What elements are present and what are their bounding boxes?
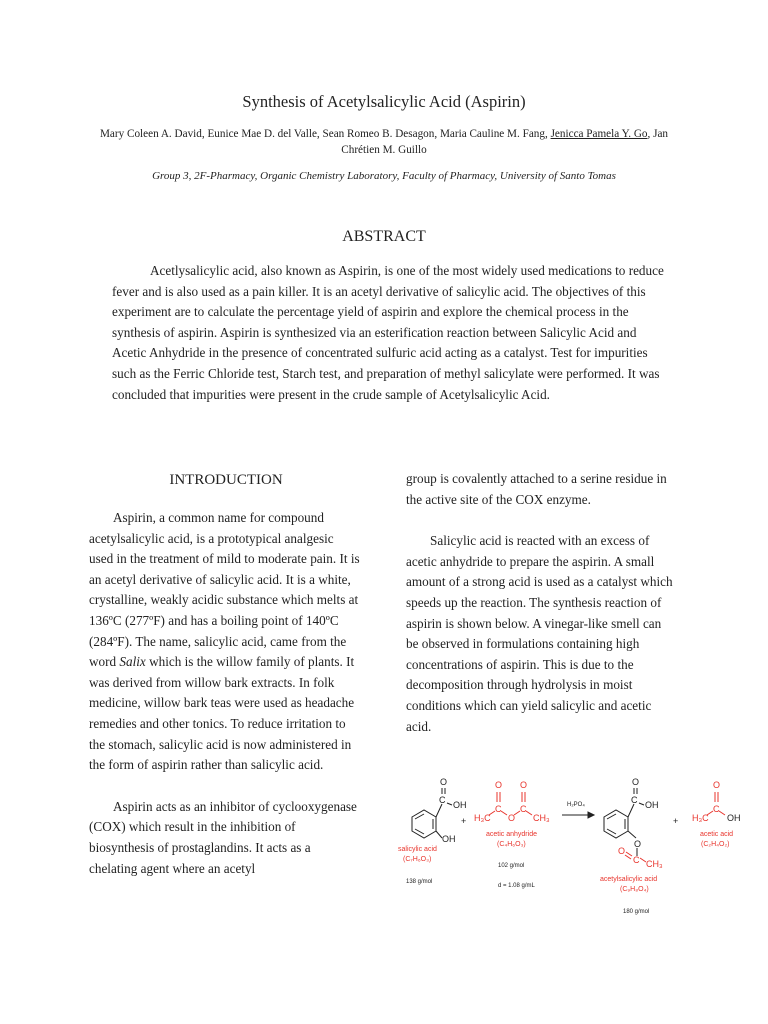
paper-title: Synthesis of Acetylsalicylic Acid (Aspirin): [242, 92, 526, 111]
aspirin-o: O: [632, 777, 640, 787]
catalyst-label: H₂PO₄: [567, 802, 585, 808]
anhydride-o2: O: [520, 780, 528, 790]
intro-p1-before: Aspirin, a common name for compound acetylsalicylic acid, is a prototypical analgesic used in the treatment of mild to moderate pain. It is an acetyl derivative of salicylic acid. It is a white, crystalline, weakly acidic substance which melts at 136ºC (277ºF) and has a boiling point of 140ºC (284ºF). The name, salicylic acid, came from the word: [89, 510, 360, 670]
salicylic-c: C: [439, 795, 446, 805]
introduction-heading: INTRODUCTION: [169, 472, 283, 488]
anhydride-o1: O: [495, 780, 503, 790]
aspirin-formula: (C₉H₈O₄): [620, 886, 649, 893]
salicylic-formula: (C₇H₆O₃): [403, 856, 432, 863]
authors-rest: , Jan Chrétien M. Guillo: [341, 128, 669, 156]
aspirin-c: C: [631, 795, 638, 805]
author-list: [85, 127, 683, 158]
salicylic-acid-structure: [412, 788, 452, 838]
intro-paragraph-3: Salicylic acid is reacted with an excess of acetic anhydride to prepare the aspirin. A small amount of a strong acid is used as a catalyst which speeds up the reaction. The synthesis reaction of aspirin is shown below. A vinegar-like smell can be observed in formulations containing high concentrations of aspirin. This is due to the decomposition through hydrolysis in moist conditions which can yield salicylic and acetic acid.: [406, 533, 673, 734]
reaction-arrow: [562, 812, 594, 818]
anhydride-ch3: CH₃: [533, 813, 550, 823]
aspirin-ester-o: O: [634, 839, 642, 849]
aspirin-synthesis-scheme: [378, 768, 748, 918]
intro-p1-italic: Salix: [119, 654, 146, 670]
intro-paragraph-2: Aspirin acts as an inhibitor of cyclooxygenase (COX) which result in the inhibition of biosynthesis of prostaglandins. It acts as a chelating agent where an acetyl: [89, 798, 357, 876]
aspirin-oh: OH: [645, 800, 659, 810]
intro-paragraph-1: [89, 508, 361, 776]
anhydride-h3c: H₃C: [474, 813, 491, 823]
anhydride-formula: (C₄H₆O₃): [497, 841, 526, 848]
anhydride-density: d = 1.08 g/mL: [498, 883, 535, 889]
plus-sign-1: +: [461, 816, 467, 826]
salicylic-oh: OH: [453, 800, 467, 810]
abstract-heading: ABSTRACT: [342, 228, 426, 245]
intro-paragraph-2-continued: group is covalently attached to a serine residue in the active site of the COX enzyme.: [406, 471, 667, 507]
authors-plain: Mary Coleen A. David, Eunice Mae D. del Valle, Sean Romeo B. Desagon, Maria Cauline M. Fang,: [99, 128, 548, 140]
acetic-h3c: H₃C: [692, 813, 709, 823]
salicylic-name: salicylic acid: [398, 846, 437, 853]
abstract-text: Acetlysalicylic acid, also known as Aspirin, is one of the most widely used medications to reduce fever and is also used as a pain killer. It is an acetyl derivative of salicylic acid. The objectives of this experiment are to calculate the percentage yield of aspirin and explore the chemical process in the synthesis of aspirin. Aspirin is synthesized via an esterification reaction between Salicylic Acid and Acetic Anhydride in the presence of concentrated sulfuric acid acting as a catalyst. Test for impurities such as the Ferric Chloride test, Starch test, and preparation of methyl salicylate were performed. It was concluded that impurities were present in the crude sample of Acetylsalicylic Acid.: [112, 263, 664, 402]
aspirin-c2: C: [633, 855, 640, 865]
aspirin-ch3: CH₃: [646, 859, 663, 869]
salicylic-oh2: OH: [442, 834, 456, 844]
anhydride-c2: C: [520, 804, 527, 814]
anhydride-mw: 102 g/mol: [498, 863, 525, 869]
aspirin-mw: 180 g/mol: [623, 909, 650, 915]
salicylic-mw: 138 g/mol: [406, 879, 433, 885]
salicylic-o: O: [440, 777, 448, 787]
authors-underlined: Jenicca Pamela Y. Go: [550, 128, 648, 140]
intro-p1-after: which is the willow family of plants. It was derived from willow bark extracts. In folk medicine, willow bark teas were used as headache remedies and other tonics. To reduce irritation to the stomach, salicylic acid is now administered in the form of aspirin rather than salicylic acid.: [89, 654, 355, 773]
acetic-name: acetic acid: [700, 831, 734, 838]
acetic-c: C: [713, 804, 720, 814]
aspirin-carbonyl-o: O: [618, 846, 626, 856]
right-column: [406, 469, 676, 737]
acetic-oh: OH: [727, 813, 741, 823]
anhydride-name: acetic anhydride: [486, 831, 537, 838]
aspirin-name: acetylsalicylic acid: [600, 876, 658, 883]
plus-sign-2: +: [673, 816, 679, 826]
acetic-o: O: [713, 780, 721, 790]
affiliation: Group 3, 2F-Pharmacy, Organic Chemistry Laboratory, Faculty of Pharmacy, University of Santo Tomas: [152, 170, 616, 182]
anhydride-c1: C: [495, 804, 502, 814]
left-column: [89, 508, 361, 879]
acetic-formula: (C₂H₄O₂): [701, 841, 730, 848]
anhydride-o-bridge: O: [508, 813, 516, 823]
